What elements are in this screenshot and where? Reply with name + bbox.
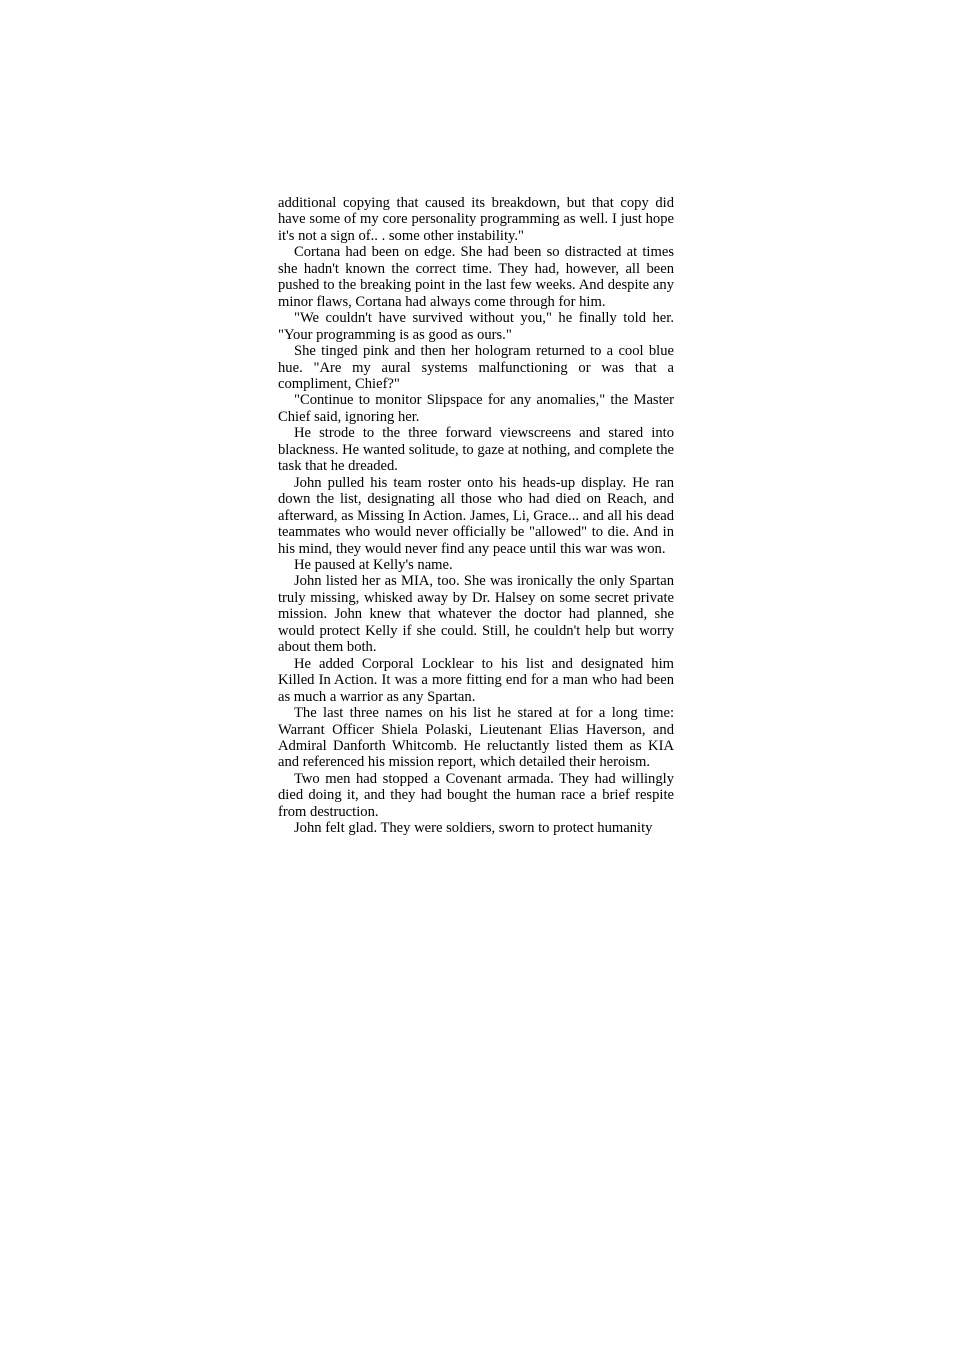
paragraph: She tinged pink and then her hologram returned to a cool blue hue. "Are my aural systems malfunctioning or was that a compliment, Chief?" bbox=[278, 343, 674, 392]
paragraph: Two men had stopped a Covenant armada. They had willingly died doing it, and they had bought the human race a brief respite from destruction. bbox=[278, 770, 674, 820]
body-text bbox=[278, 195, 674, 837]
paragraph: John pulled his team roster onto his heads-up display. He ran down the list, designating all those who had died on Reach, and afterward, as Missing In Action. James, Li, Grace... and all his dead teammates who would never officially be "allowed" to die. And in his mind, they would never find any peace until this war was won. bbox=[278, 474, 674, 557]
paragraph: "Continue to monitor Slipspace for any anomalies," the Master Chief said, ignoring her. bbox=[278, 392, 674, 425]
paragraph: John listed her as MIA, too. She was ironically the only Spartan truly missing, whisked away by Dr. Halsey on some secret private mission. John knew that whatever the doctor had planned, she would protect Kelly if she could. Still, he couldn't help but worry about them both. bbox=[278, 573, 674, 656]
paragraph: "We couldn't have survived without you," he finally told her. "Your programming is as good as ours." bbox=[278, 310, 674, 343]
paragraph: He paused at Kelly's name. bbox=[294, 556, 453, 573]
paragraph: Cortana had been on edge. She had been so distracted at times she hadn't known the correct time. They had, however, all been pushed to the breaking point in the last few weeks. And despite any minor flaws, Cortana had always come through for him. bbox=[278, 244, 674, 310]
paragraph: John felt glad. They were soldiers, sworn to protect humanity bbox=[294, 820, 653, 837]
paragraph: additional copying that caused its breakdown, but that copy did have some of my core personality programming as well. I just hope it's not a sign of.. . some other instability." bbox=[278, 195, 674, 244]
paragraph: He strode to the three forward viewscreens and stared into blackness. He wanted solitude, to gaze at nothing, and complete the task that he dreaded. bbox=[278, 425, 674, 475]
paragraph: He added Corporal Locklear to his list and designated him Killed In Action. It was a more fitting end for a man who had been as much a warrior as any Spartan. bbox=[278, 655, 674, 705]
paragraph: The last three names on his list he stared at for a long time: Warrant Officer Shiela Polaski, Lieutenant Elias Haverson, and Admiral Danforth Whitcomb. He reluctantly listed them as KIA and referenced his mission report, which detailed their heroism. bbox=[278, 705, 674, 771]
